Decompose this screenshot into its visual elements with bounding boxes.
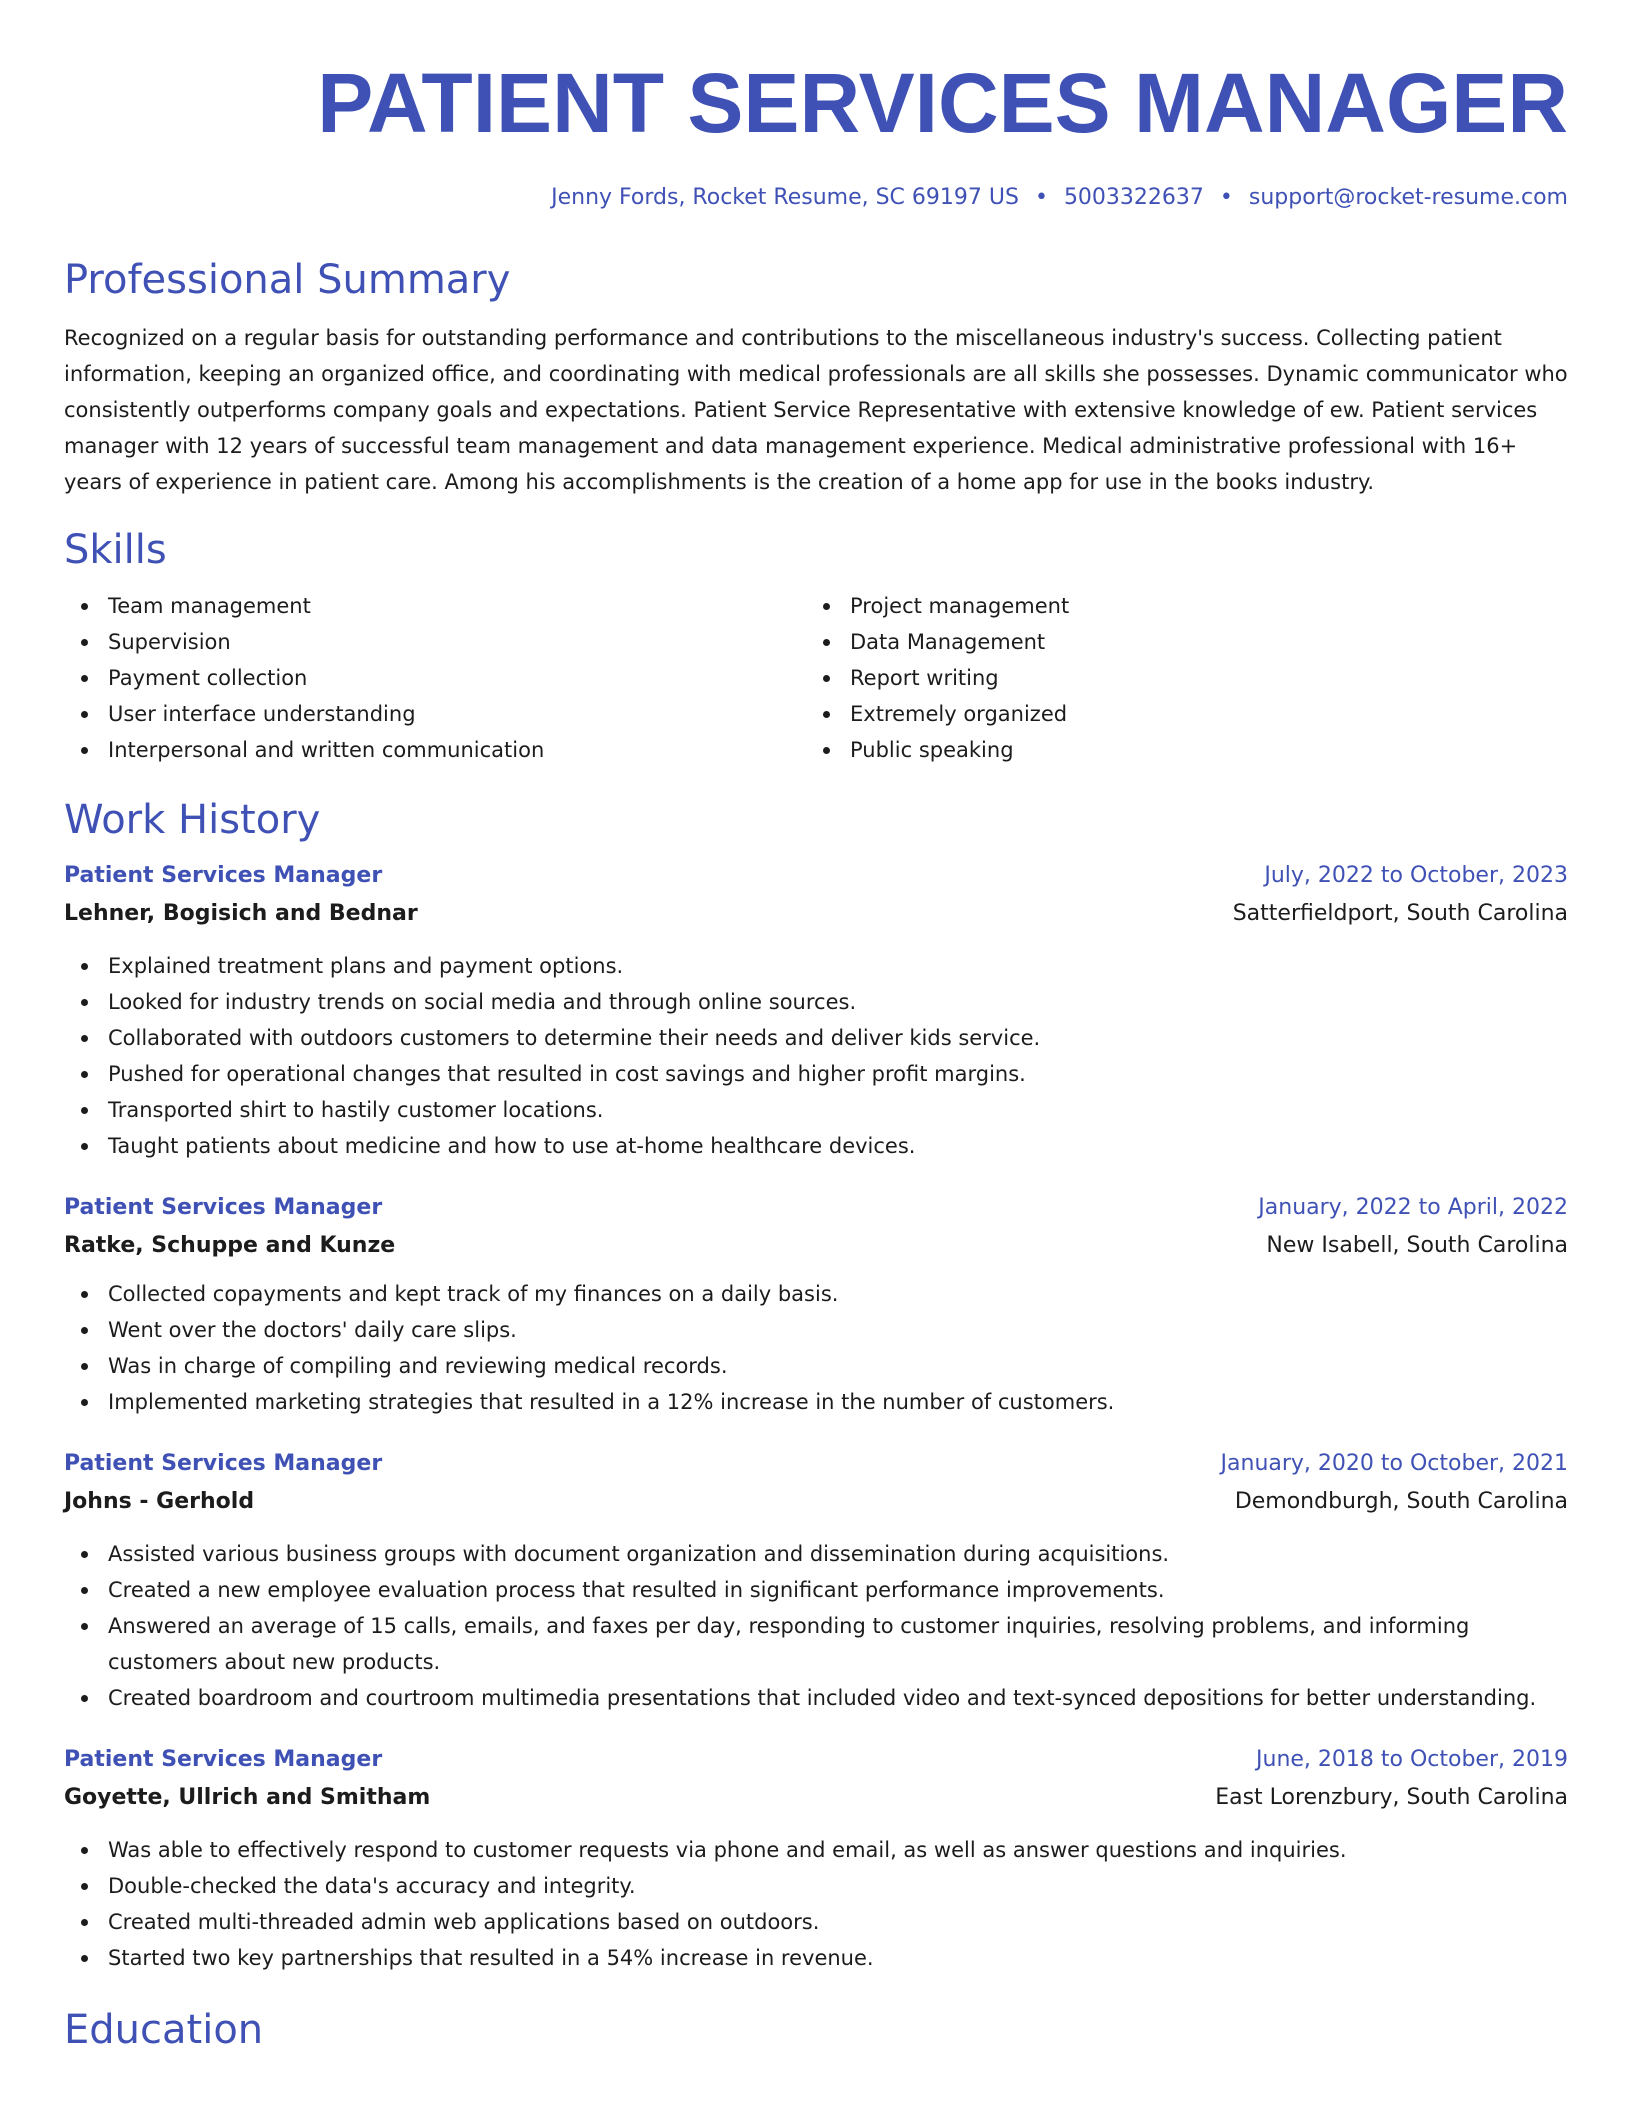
job-bullet: Double-checked the data's accuracy and integrity. <box>64 1868 1568 1904</box>
job-bullets <box>64 1276 1568 1420</box>
job-bullet: Implemented marketing strategies that resulted in a 12% increase in the number of customers. <box>64 1384 1568 1420</box>
job-bullet: Pushed for operational changes that resulted in cost savings and higher profit margins. <box>64 1056 1568 1092</box>
summary-text: Recognized on a regular basis for outstanding performance and contributions to the miscellaneous industry's success. Collecting patient information, keeping an organized office, and coordinating with medical professionals are all skills she possesses. Dynamic communicator who consistently outperforms company goals and expectations. Patient Service Representative with extensive knowledge of ew. Patient services manager with 12 years of successful team management and data management experience. Medical administrative professional with 16+ years of experience in patient care. Among his accomplishments is the creation of a home app for use in the books industry. <box>64 326 1568 494</box>
job-bullet: Started two key partnerships that resulted in a 54% increase in revenue. <box>64 1940 1568 1976</box>
job-bullet: Went over the doctors' daily care slips. <box>64 1312 1568 1348</box>
skills-column-left <box>64 588 806 768</box>
job-company-row <box>64 1482 1568 1522</box>
job-entry <box>64 858 1568 1164</box>
job-header-row <box>64 858 1568 894</box>
job-location: Satterfieldport, South Carolina <box>1232 901 1568 926</box>
section-heading-summary: Professional Summary <box>64 257 511 303</box>
job-entry <box>64 1190 1568 1420</box>
job-bullet: Looked for industry trends on social media and through online sources. <box>64 984 1568 1020</box>
job-title: Patient Services Manager <box>64 1451 383 1476</box>
resume-page <box>64 0 1568 2054</box>
contact-address: Jenny Fords, Rocket Resume, SC 69197 US <box>551 185 1019 210</box>
job-bullet: Assisted various business groups with document organization and dissemination during acquisitions. <box>64 1536 1568 1572</box>
skill-item: Interpersonal and written communication <box>64 732 806 768</box>
job-bullet: Explained treatment plans and payment options. <box>64 948 1568 984</box>
job-bullets <box>64 948 1568 1164</box>
job-bullet: Collaborated with outdoors customers to determine their needs and deliver kids service. <box>64 1020 1568 1056</box>
job-header-row <box>64 1190 1568 1226</box>
job-header-row <box>64 1446 1568 1482</box>
job-bullet: Answered an average of 15 calls, emails, and faxes per day, responding to customer inquiries, resolving problems, and informing customers about new products. <box>64 1608 1568 1680</box>
job-bullets <box>64 1536 1568 1716</box>
job-title: Patient Services Manager <box>64 1195 383 1220</box>
separator-dot: • <box>1034 185 1048 210</box>
job-location: Demondburgh, South Carolina <box>1234 1489 1568 1514</box>
job-company: Ratke, Schuppe and Kunze <box>64 1233 396 1258</box>
section-heading-work-history: Work History <box>64 797 321 843</box>
job-company: Goyette, Ullrich and Smitham <box>64 1785 431 1810</box>
job-location: East Lorenzbury, South Carolina <box>1215 1785 1568 1810</box>
job-company-row <box>64 1778 1568 1818</box>
job-dates: July, 2022 to October, 2023 <box>1264 863 1568 888</box>
job-dates: January, 2022 to April, 2022 <box>1258 1195 1568 1220</box>
job-bullet: Created a new employee evaluation process that resulted in significant performance improvements. <box>64 1572 1568 1608</box>
job-bullet: Created multi-threaded admin web applications based on outdoors. <box>64 1904 1568 1940</box>
job-title: Patient Services Manager <box>64 1747 383 1772</box>
skill-item: Project management <box>806 588 1548 624</box>
job-bullet: Transported shirt to hastily customer locations. <box>64 1092 1568 1128</box>
skills-list <box>64 588 1568 768</box>
skill-item: Data Management <box>806 624 1548 660</box>
section-heading-skills: Skills <box>64 527 167 573</box>
skill-item: Supervision <box>64 624 806 660</box>
contact-phone: 5003322637 <box>1063 185 1204 210</box>
job-entry <box>64 1446 1568 1716</box>
skill-item: Report writing <box>806 660 1548 696</box>
job-bullet: Was in charge of compiling and reviewing medical records. <box>64 1348 1568 1384</box>
skill-item: Extremely organized <box>806 696 1548 732</box>
job-dates: June, 2018 to October, 2019 <box>1256 1747 1568 1772</box>
skill-item: User interface understanding <box>64 696 806 732</box>
skill-item: Team management <box>64 588 806 624</box>
skill-item: Payment collection <box>64 660 806 696</box>
skill-item: Public speaking <box>806 732 1548 768</box>
job-bullets <box>64 1832 1568 1976</box>
skills-column-right <box>806 588 1548 768</box>
job-company: Johns - Gerhold <box>64 1489 255 1514</box>
job-bullet: Collected copayments and kept track of my finances on a daily basis. <box>64 1276 1568 1312</box>
job-dates: January, 2020 to October, 2021 <box>1220 1451 1568 1476</box>
job-title: Patient Services Manager <box>64 863 383 888</box>
job-bullet: Taught patients about medicine and how to use at-home healthcare devices. <box>64 1128 1568 1164</box>
job-company-row <box>64 894 1568 934</box>
job-company: Lehner, Bogisich and Bednar <box>64 901 418 926</box>
job-location: New Isabell, South Carolina <box>1266 1233 1568 1258</box>
contact-email: support@rocket-resume.com <box>1248 185 1568 210</box>
job-company-row <box>64 1226 1568 1266</box>
section-heading-education: Education <box>64 2007 264 2053</box>
separator-dot: • <box>1219 185 1233 210</box>
job-bullet: Created boardroom and courtroom multimedia presentations that included video and text-synced depositions for better understanding. <box>64 1680 1568 1716</box>
contact-line <box>64 184 1568 212</box>
resume-title: PATIENT SERVICES MANAGER <box>317 56 1568 150</box>
job-entry <box>64 1742 1568 1976</box>
job-header-row <box>64 1742 1568 1778</box>
job-bullet: Was able to effectively respond to customer requests via phone and email, as well as answer questions and inquiries. <box>64 1832 1568 1868</box>
